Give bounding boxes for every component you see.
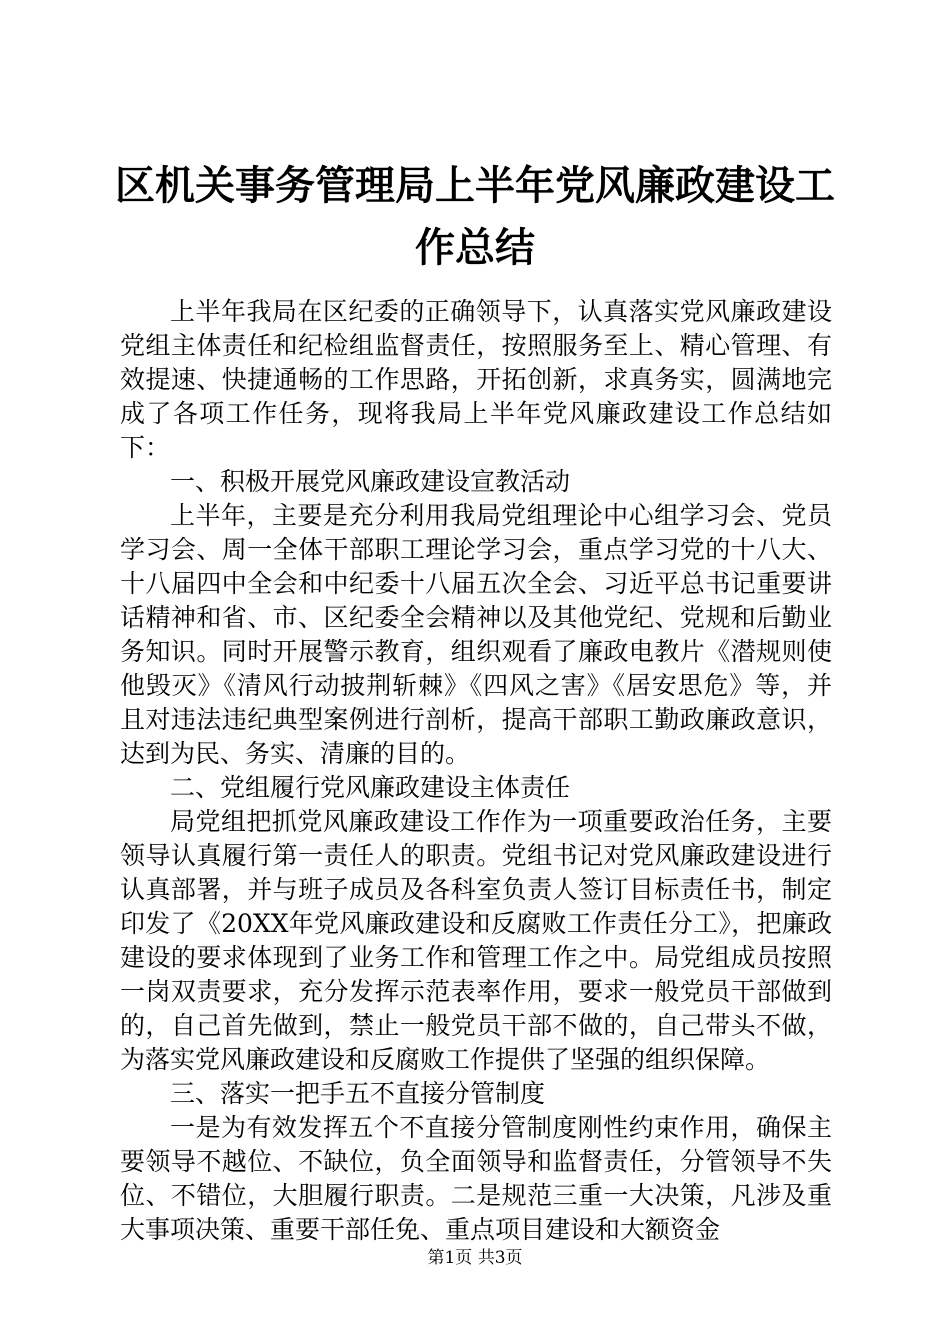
document-body	[120, 295, 832, 1247]
paragraph-intro: 上半年我局在区纪委的正确领导下，认真落实党风廉政建设党组主体责任和纪检组监督责任，按照服务至上、精心管理、有效提速、快捷通畅的工作思路，开拓创新，求真务实，圆满地完成了各项工作任务，现将我局上半年党风廉政建设工作总结如下：	[120, 297, 832, 462]
page-number-footer: 第1页 共3页	[427, 1248, 523, 1268]
section-heading-2: 二、党组履行党风廉政建设主体责任	[170, 773, 571, 802]
paragraph-section-3: 一是为有效发挥五个不直接分管制度刚性约束作用，确保主要领导不越位、不缺位，负全面领导和监督责任，分管领导不失位、不错位，大胆履行职责。二是规范三重一大决策，凡涉及重大事项决策、重要干部任免、重点项目建设和大额资金	[120, 1113, 832, 1244]
section-heading-3: 三、落实一把手五不直接分管制度	[170, 1079, 546, 1108]
paragraph-section-1: 上半年，主要是充分利用我局党组理论中心组学习会、党员学习会、周一全体干部职工理论学习会，重点学习党的十八大、十八届四中全会和中纪委十八届五次全会、习近平总书记重要讲话精神和省、市、区纪委全会精神以及其他党纪、党规和后勤业务知识。同时开展警示教育，组织观看了廉政电教片《潜规则使他毁灭》《清风行动披荆斩棘》《四风之害》《居安思危》等，并且对违法违纪典型案例进行剖析，提高干部职工勤政廉政意识，达到为民、务实、清廉的目的。	[120, 501, 832, 768]
section-heading-1: 一、积极开展党风廉政建设宣教活动	[170, 467, 571, 496]
paragraph-section-2: 局党组把抓党风廉政建设工作作为一项重要政治任务，主要领导认真履行第一责任人的职责。党组书记对党风廉政建设进行认真部署，并与班子成员及各科室负责人签订目标责任书，制定印发了《20XX年党风廉政建设和反腐败工作责任分工》，把廉政建设的要求体现到了业务工作和管理工作之中。局党组成员按照一岗双责要求，充分发挥示范表率作用，要求一般党员干部做到的，自己首先做到，禁止一般党员干部不做的，自己带头不做，为落实党风廉政建设和反腐败工作提供了坚强的组织保障。	[120, 807, 832, 1074]
document-title: 区机关事务管理局上半年党风廉政建设工作总结	[115, 162, 835, 271]
